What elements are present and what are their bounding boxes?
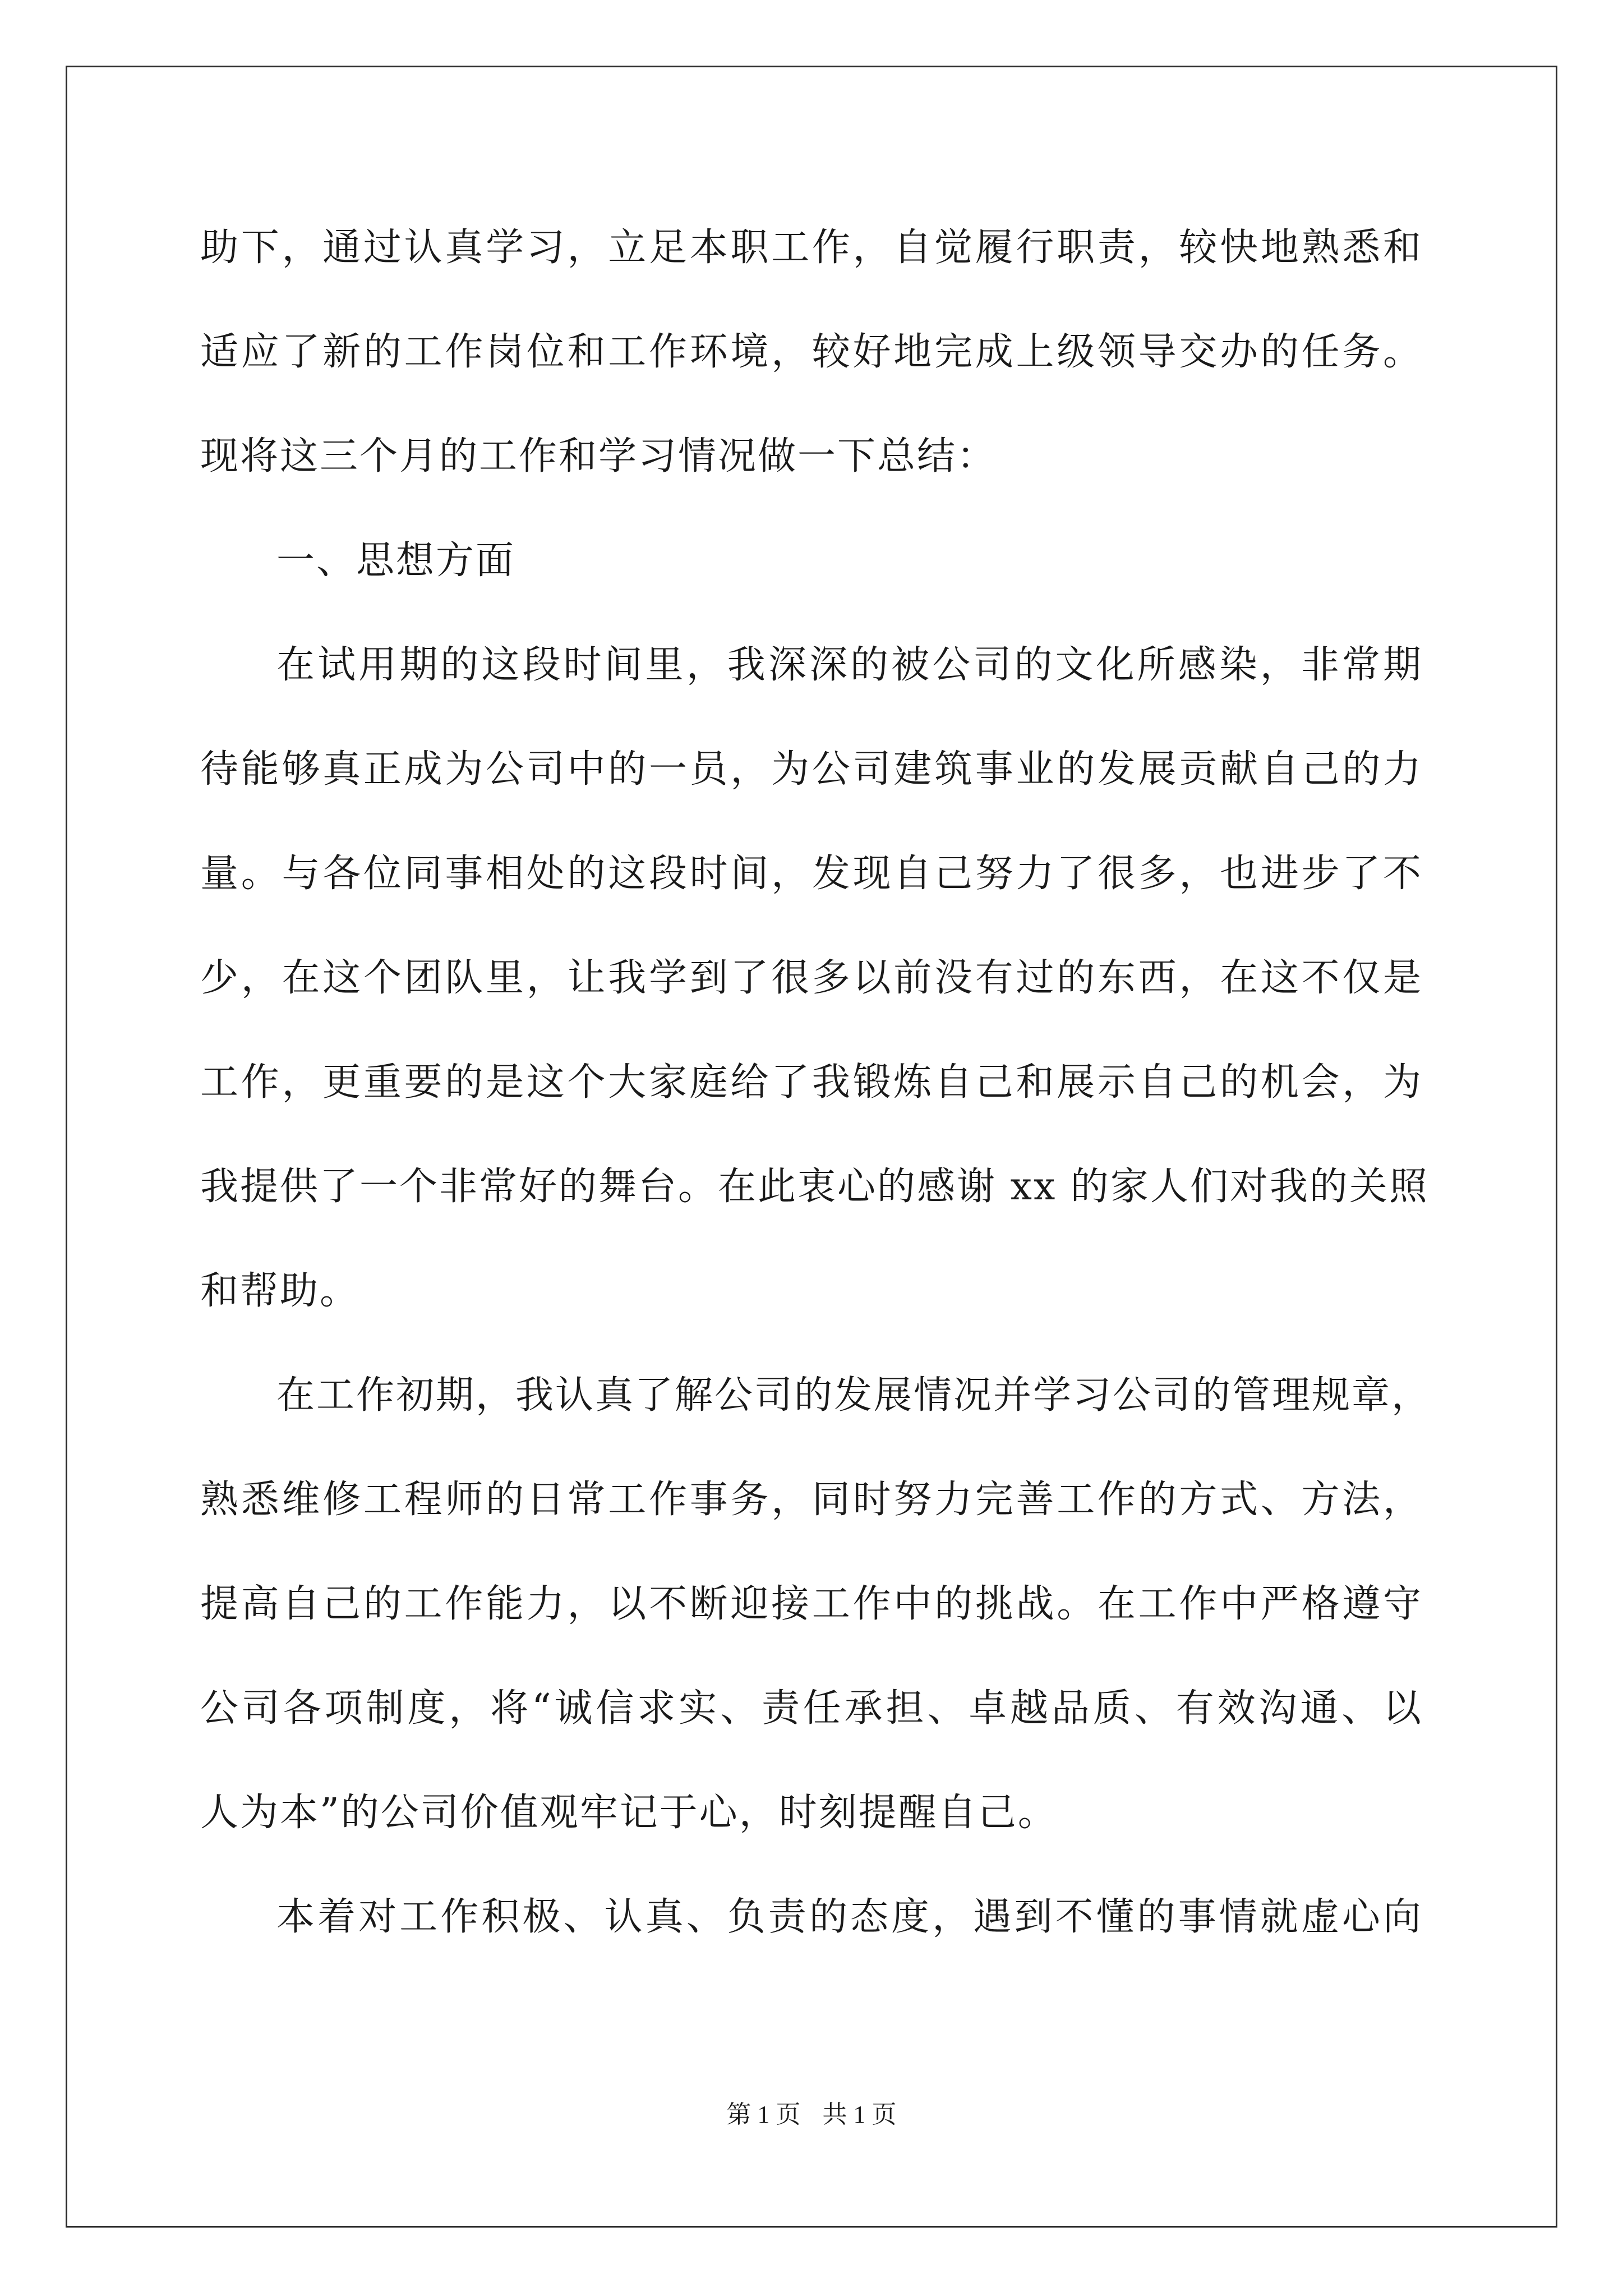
paragraph-first-line: 本着对工作积极、认真、负责的态度，遇到不懂的事情就虚心向 [276, 1895, 1423, 1939]
page-number: 第 1 页 [726, 2101, 801, 2128]
page-footer [0, 2098, 1623, 2132]
text-line: 适应了新的工作岗位和工作环境，较好地完成上级领导交办的任务。 [200, 330, 1423, 374]
text-line: 熟悉维修工程师的日常工作事务，同时努力完善工作的方式、方法， [200, 1478, 1423, 1522]
text-line: 量。与各位同事相处的这段时间，发现自己努力了很多，也进步了不 [200, 852, 1423, 896]
page-total: 共 1 页 [822, 2101, 897, 2128]
text-line: 工作，更重要的是这个大家庭给了我锻炼自己和展示自己的机会，为 [200, 1060, 1423, 1105]
section-heading: 一、思想方面 [276, 539, 516, 583]
paragraph-first-line: 在工作初期，我认真了解公司的发展情况并学习公司的管理规章， [276, 1373, 1432, 1418]
text-line: 现将这三个月的工作和学习情况做一下总结： [200, 434, 997, 478]
text-line: 提高自己的工作能力，以不断迎接工作中的挑战。在工作中严格遵守 [200, 1582, 1423, 1626]
text-line: 少，在这个团队里，让我学到了很多以前没有过的东西，在这不仅是 [200, 956, 1423, 1000]
text-line: 助下，通过认真学习，立足本职工作，自觉履行职责，较快地熟悉和 [200, 226, 1423, 270]
text-line: 人为本”的公司价值观牢记于心，时刻提醒自己。 [200, 1791, 1058, 1835]
text-line: 公司各项制度，将“诚信求实、责任承担、卓越品质、有效沟通、以 [200, 1686, 1423, 1731]
paragraph-first-line: 在试用期的这段时间里，我深深的被公司的文化所感染，非常期 [276, 643, 1423, 687]
text-line: 待能够真正成为公司中的一员，为公司建筑事业的发展贡献自己的力 [200, 747, 1423, 792]
text-line: 我提供了一个非常好的舞台。在此衷心的感谢 xx 的家人们对我的关照 [200, 1165, 1429, 1209]
text-line: 和帮助。 [200, 1269, 360, 1313]
